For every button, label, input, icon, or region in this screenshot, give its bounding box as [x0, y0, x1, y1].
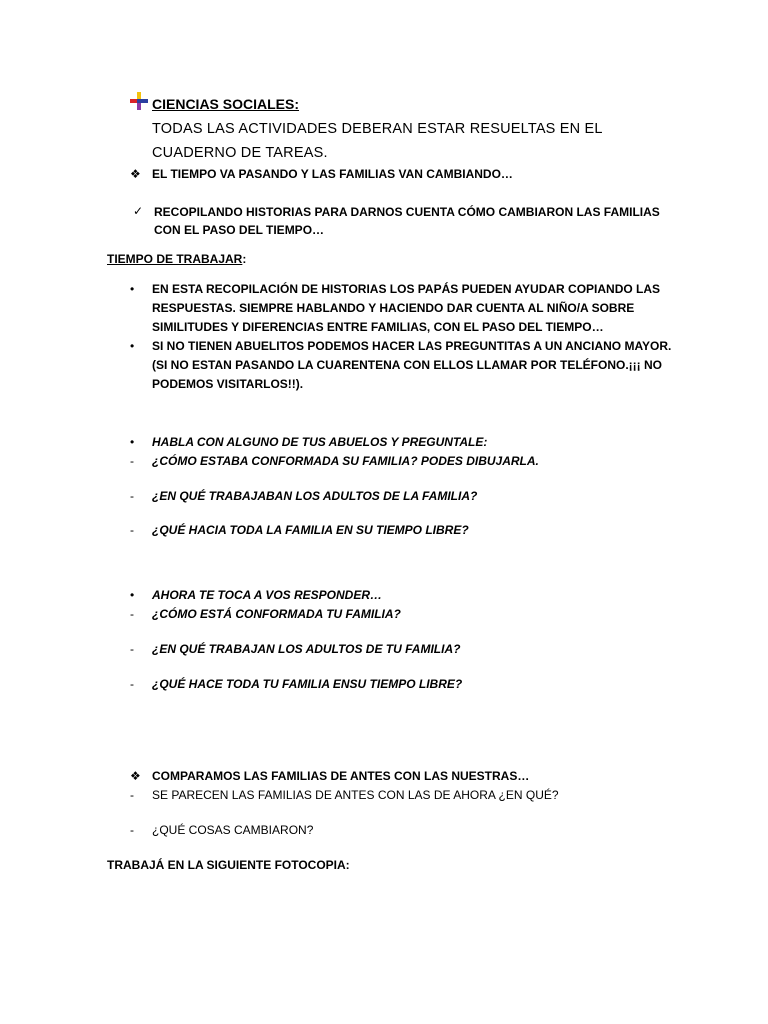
- page-title: CIENCIAS SOCIALES:: [152, 96, 300, 112]
- section-heading-colon: :: [242, 252, 247, 266]
- intro-item-1: EL TIEMPO VA PASANDO Y LAS FAMILIAS VAN CAMBIANDO…: [152, 167, 513, 181]
- abuelos-question-2: ¿EN QUÉ TRABAJABAN LOS ADULTOS DE LA FAMILIA?: [152, 489, 478, 503]
- vos-lead: AHORA TE TOCA A VOS RESPONDER…: [152, 588, 383, 602]
- comparar-question-1: SE PARECEN LAS FAMILIAS DE ANTES CON LAS DE AHORA ¿EN QUÉ?: [152, 788, 559, 802]
- vos-question-1: ¿CÓMO ESTÁ CONFORMADA TU FAMILIA?: [152, 607, 401, 621]
- instructions-line-1: TODAS LAS ACTIVIDADES DEBERAN ESTAR RESUELTAS EN EL: [152, 121, 603, 137]
- bullet-icon: •: [130, 588, 135, 602]
- section-heading-text: TIEMPO DE TRABAJAR: [107, 252, 243, 266]
- comparar-lead: COMPARAMOS LAS FAMILIAS DE ANTES CON LAS NUESTRAS…: [152, 769, 530, 783]
- comparar-question-2: ¿QUÉ COSAS CAMBIARON?: [152, 823, 314, 837]
- work-bullet-2-line-2: (SI NO ESTAN PASANDO LA CUARENTENA CON ELLOS LLAMAR POR TELÉFONO.¡¡¡ NO: [152, 358, 662, 372]
- intro-item-2-line-1: RECOPILANDO HISTORIAS PARA DARNOS CUENTA CÓMO CAMBIARON LAS FAMILIAS: [154, 205, 660, 219]
- abuelos-lead: HABLA CON ALGUNO DE TUS ABUELOS Y PREGUNTALE:: [152, 435, 488, 449]
- intro-item-2-line-2: CON EL PASO DEL TIEMPO…: [154, 223, 325, 237]
- bullet-icon: •: [130, 339, 135, 353]
- abuelos-question-3: ¿QUÉ HACIA TODA LA FAMILIA EN SU TIEMPO LIBRE?: [152, 523, 469, 537]
- diamond-bullet-icon: ❖: [130, 769, 141, 783]
- dash-marker: -: [130, 677, 134, 691]
- vos-question-3: ¿QUÉ HACE TODA TU FAMILIA ENSU TIEMPO LIBRE?: [152, 677, 463, 691]
- section-heading-tiempo-de-trabajar: [107, 250, 246, 268]
- work-bullet-1-line-2: RESPUESTAS. SIEMPRE HABLANDO Y HACIENDO DAR CUENTA AL NIÑO/A SOBRE: [152, 301, 635, 315]
- dash-marker: -: [130, 823, 134, 837]
- dash-marker: -: [130, 523, 134, 537]
- footer-instruction: TRABAJÁ EN LA SIGUIENTE FOTOCOPIA:: [107, 858, 350, 872]
- work-bullet-2-line-3: PODEMOS VISITARLOS!!).: [152, 377, 304, 391]
- work-bullet-2-line-1: SI NO TIENEN ABUELITOS PODEMOS HACER LAS PREGUNTITAS A UN ANCIANO MAYOR.: [152, 339, 672, 353]
- work-bullet-1-line-1: EN ESTA RECOPILACIÓN DE HISTORIAS LOS PAPÁS PUEDEN AYUDAR COPIANDO LAS: [152, 282, 661, 296]
- colorful-cross-bullet-icon: [129, 91, 149, 111]
- bullet-icon: •: [130, 282, 135, 296]
- dash-marker: -: [130, 607, 134, 621]
- check-bullet-icon: ✓: [133, 204, 144, 218]
- bullet-icon: •: [130, 435, 135, 449]
- instructions-line-2: CUADERNO DE TAREAS.: [152, 145, 328, 161]
- work-bullet-1-line-3: SIMILITUDES Y DIFERENCIAS ENTRE FAMILIAS, CON EL PASO DEL TIEMPO…: [152, 320, 604, 334]
- dash-marker: -: [130, 489, 134, 503]
- vos-question-2: ¿EN QUÉ TRABAJAN LOS ADULTOS DE TU FAMILIA?: [152, 642, 461, 656]
- dash-marker: -: [130, 788, 134, 802]
- dash-marker: -: [130, 642, 134, 656]
- diamond-bullet-icon: ❖: [130, 167, 141, 181]
- dash-marker: -: [130, 454, 134, 468]
- abuelos-question-1: ¿CÓMO ESTABA CONFORMADA SU FAMILIA? PODES DIBUJARLA.: [152, 454, 539, 468]
